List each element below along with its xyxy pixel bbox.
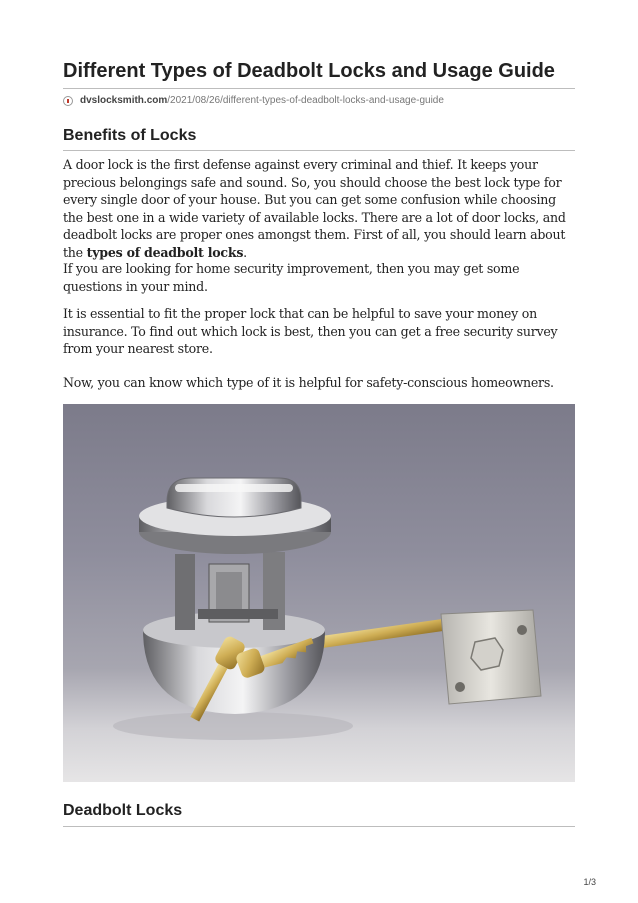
section-heading-deadbolt-locks: Deadbolt Locks	[63, 802, 183, 819]
title-divider	[63, 88, 575, 89]
deadbolt-lock-illustration	[63, 404, 575, 782]
page-number: 1/3	[583, 877, 596, 887]
source-path: /2021/08/26/different-types-of-deadbolt-locks-and-usage-guide	[167, 95, 444, 106]
section-divider	[63, 150, 575, 151]
section-heading-benefits: Benefits of Locks	[63, 127, 197, 144]
paragraph-1: A door lock is the first defense against every criminal and thief. It keeps your precious belongings safe and sound. So, you should choose the best lock type for every single door of your house. But you can get some confusion while choosing the best one in a wide variety of available locks. There are a lot of door locks, and deadbolt locks are proper ones amongst them. First of all, you should learn about the types of deadbolt locks.	[63, 157, 566, 260]
paragraph-4: Now, you can know which type of it is helpful for safety-conscious homeowners.	[63, 375, 554, 390]
paragraph-2: If you are looking for home security improvement, then you may get some questions in your mind.	[63, 261, 520, 294]
deadbolt-lock-photo	[63, 404, 575, 782]
bold-link-types-of-deadbolt-locks: types of deadbolt locks	[86, 244, 244, 260]
paragraph-3: It is essential to fit the proper lock that can be helpful to save your money on insurance. To find out which lock is best, then you can get a free security survey from your nearest store.	[63, 306, 558, 356]
source-url[interactable]	[63, 95, 444, 106]
site-favicon-icon	[63, 96, 73, 106]
section-divider-2	[63, 826, 575, 827]
source-domain: dvslocksmith.com	[80, 95, 168, 106]
page-title: Different Types of Deadbolt Locks and Usage Guide	[63, 60, 555, 82]
